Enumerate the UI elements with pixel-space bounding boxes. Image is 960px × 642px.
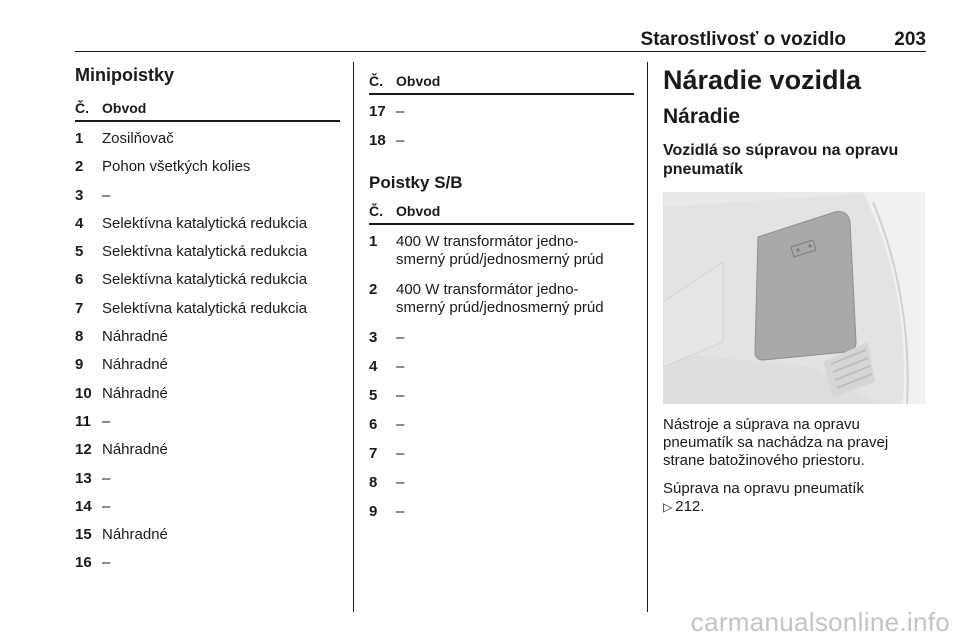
running-title: Starostlivosť o vozidlo: [640, 29, 846, 50]
table-row: [75, 292, 340, 320]
circuit-name: Selektívna katalytická redukcia: [102, 271, 308, 289]
circuit-name: Náhradné: [102, 356, 168, 374]
fuse-number: 11: [75, 412, 91, 430]
fuse-number: 8: [75, 328, 84, 346]
fuse-number: 5: [75, 243, 84, 261]
fuse-table-minipoistky: [75, 122, 340, 575]
fuse-number: 14: [75, 497, 92, 515]
table-row: [369, 273, 634, 321]
col-header-number: Č.: [369, 73, 383, 89]
circuit-name: Náhradné: [102, 384, 168, 402]
circuit-name: Selektívna katalytická redukcia: [102, 243, 308, 261]
subsection-title: Vozidlá so súpravou na opravu pneumatík: [663, 142, 899, 178]
circuit-name: –: [396, 358, 405, 375]
table-row: [369, 124, 634, 153]
circuit-name: Zosilňovač: [102, 130, 174, 147]
table-row: [369, 466, 634, 495]
table-row: [369, 437, 634, 466]
table-row: [369, 495, 634, 524]
table-row: [75, 348, 340, 376]
table-header: [369, 66, 634, 95]
table-row: [75, 320, 340, 348]
col-header-circuit: Obvod: [396, 203, 441, 219]
circuit-name: –: [396, 103, 405, 120]
table-row: [75, 207, 340, 235]
fuse-table-poistky-sb: [369, 225, 634, 524]
paragraph-reference: [663, 480, 925, 516]
circuit-name: –: [102, 497, 111, 515]
table-row: [369, 95, 634, 124]
col-header-number: Č.: [75, 100, 89, 116]
chapter-title: Náradie vozidla: [663, 65, 862, 95]
paragraph: Nástroje a súprava na opravu pneumatík sa nachádza na pravej strane batožinového priestoru.: [663, 416, 889, 469]
page-header: [75, 30, 926, 52]
table-row: [369, 350, 634, 379]
fuse-number: 9: [369, 503, 378, 520]
circuit-name: –: [102, 469, 111, 487]
circuit-name: Pohon všetkých kolies: [102, 158, 251, 176]
column-naradie: [663, 64, 925, 516]
table-row: [75, 377, 340, 405]
table-row: [75, 518, 340, 546]
fuse-number: 4: [75, 214, 84, 232]
circuit-name: –: [396, 503, 405, 520]
col-header-number: Č.: [369, 203, 383, 219]
fuse-number: 16: [75, 554, 92, 572]
cross-reference-arrow-icon: ▷: [663, 500, 673, 514]
table-row: [75, 235, 340, 263]
circuit-name: 400 W transformátor jedno- smerný prúd/jednosmerný prúd: [396, 281, 604, 316]
fuse-number: 18: [369, 132, 386, 149]
table-row: [75, 263, 340, 291]
reference-text: Súprava na opravu pneumatík: [663, 480, 864, 497]
fuse-number: 10: [75, 384, 92, 402]
column-divider: [353, 62, 354, 612]
fuse-number: 7: [369, 445, 378, 462]
circuit-name: Náhradné: [102, 526, 168, 544]
circuit-name: –: [396, 329, 405, 346]
column-continued: [369, 66, 634, 524]
section-title-naradie: Náradie: [663, 105, 741, 128]
fuse-number: 6: [75, 271, 84, 289]
column-minipoistky: [75, 64, 340, 575]
table-row: [75, 150, 340, 178]
fuse-number: 3: [75, 186, 84, 204]
section-title-minipoistky: Minipoistky: [75, 65, 175, 85]
trunk-compartment-icon: [663, 192, 925, 404]
table-row: [75, 405, 340, 433]
circuit-name: –: [102, 554, 111, 572]
page-reference-link[interactable]: 212.: [675, 498, 705, 515]
table-row: [75, 462, 340, 490]
fuse-table-continued: [369, 95, 634, 153]
table-header: [369, 199, 634, 225]
fuse-number: 1: [75, 130, 84, 147]
circuit-name: –: [396, 445, 405, 462]
table-row: [369, 321, 634, 350]
fuse-number: 7: [75, 299, 84, 317]
table-row: [75, 490, 340, 518]
fuse-number: 15: [75, 526, 92, 544]
table-header: [75, 98, 340, 122]
section-title-poistky-sb: Poistky S/B: [369, 173, 463, 192]
fuse-number: 5: [369, 387, 378, 404]
fuse-number: 12: [75, 441, 92, 459]
table-row: [75, 179, 340, 207]
circuit-name: –: [396, 474, 405, 491]
circuit-name: –: [102, 412, 111, 430]
fuse-number: 13: [75, 469, 92, 487]
column-divider: [647, 62, 648, 612]
circuit-name: –: [396, 132, 405, 149]
table-row: [369, 408, 634, 437]
fuse-number: 4: [369, 358, 378, 375]
circuit-name: Náhradné: [102, 441, 168, 459]
table-row: [369, 225, 634, 273]
table-row: [75, 546, 340, 574]
fuse-number: 9: [75, 356, 84, 374]
circuit-name: Náhradné: [102, 328, 168, 346]
circuit-name: –: [396, 387, 405, 404]
circuit-name: Selektívna katalytická redukcia: [102, 299, 308, 317]
fuse-number: 2: [369, 281, 378, 298]
circuit-name: –: [102, 186, 111, 204]
fuse-number: 3: [369, 329, 378, 346]
fuse-number: 2: [75, 158, 84, 176]
fuse-number: 1: [369, 233, 378, 250]
watermark: carmanualsonline.info: [690, 607, 950, 637]
fuse-number: 8: [369, 474, 378, 491]
circuit-name: Selektívna katalytická redukcia: [102, 214, 308, 232]
col-header-circuit: Obvod: [396, 73, 441, 89]
fuse-number: 17: [369, 103, 386, 120]
fuse-number: 6: [369, 416, 378, 433]
trunk-illustration: [663, 192, 925, 404]
col-header-circuit: Obvod: [102, 100, 147, 116]
table-row: [75, 433, 340, 461]
page-number: 203: [894, 29, 926, 50]
circuit-name: –: [396, 416, 405, 433]
table-row: [75, 122, 340, 150]
table-row: [369, 379, 634, 408]
circuit-name: 400 W transformátor jedno- smerný prúd/jednosmerný prúd: [396, 233, 604, 268]
